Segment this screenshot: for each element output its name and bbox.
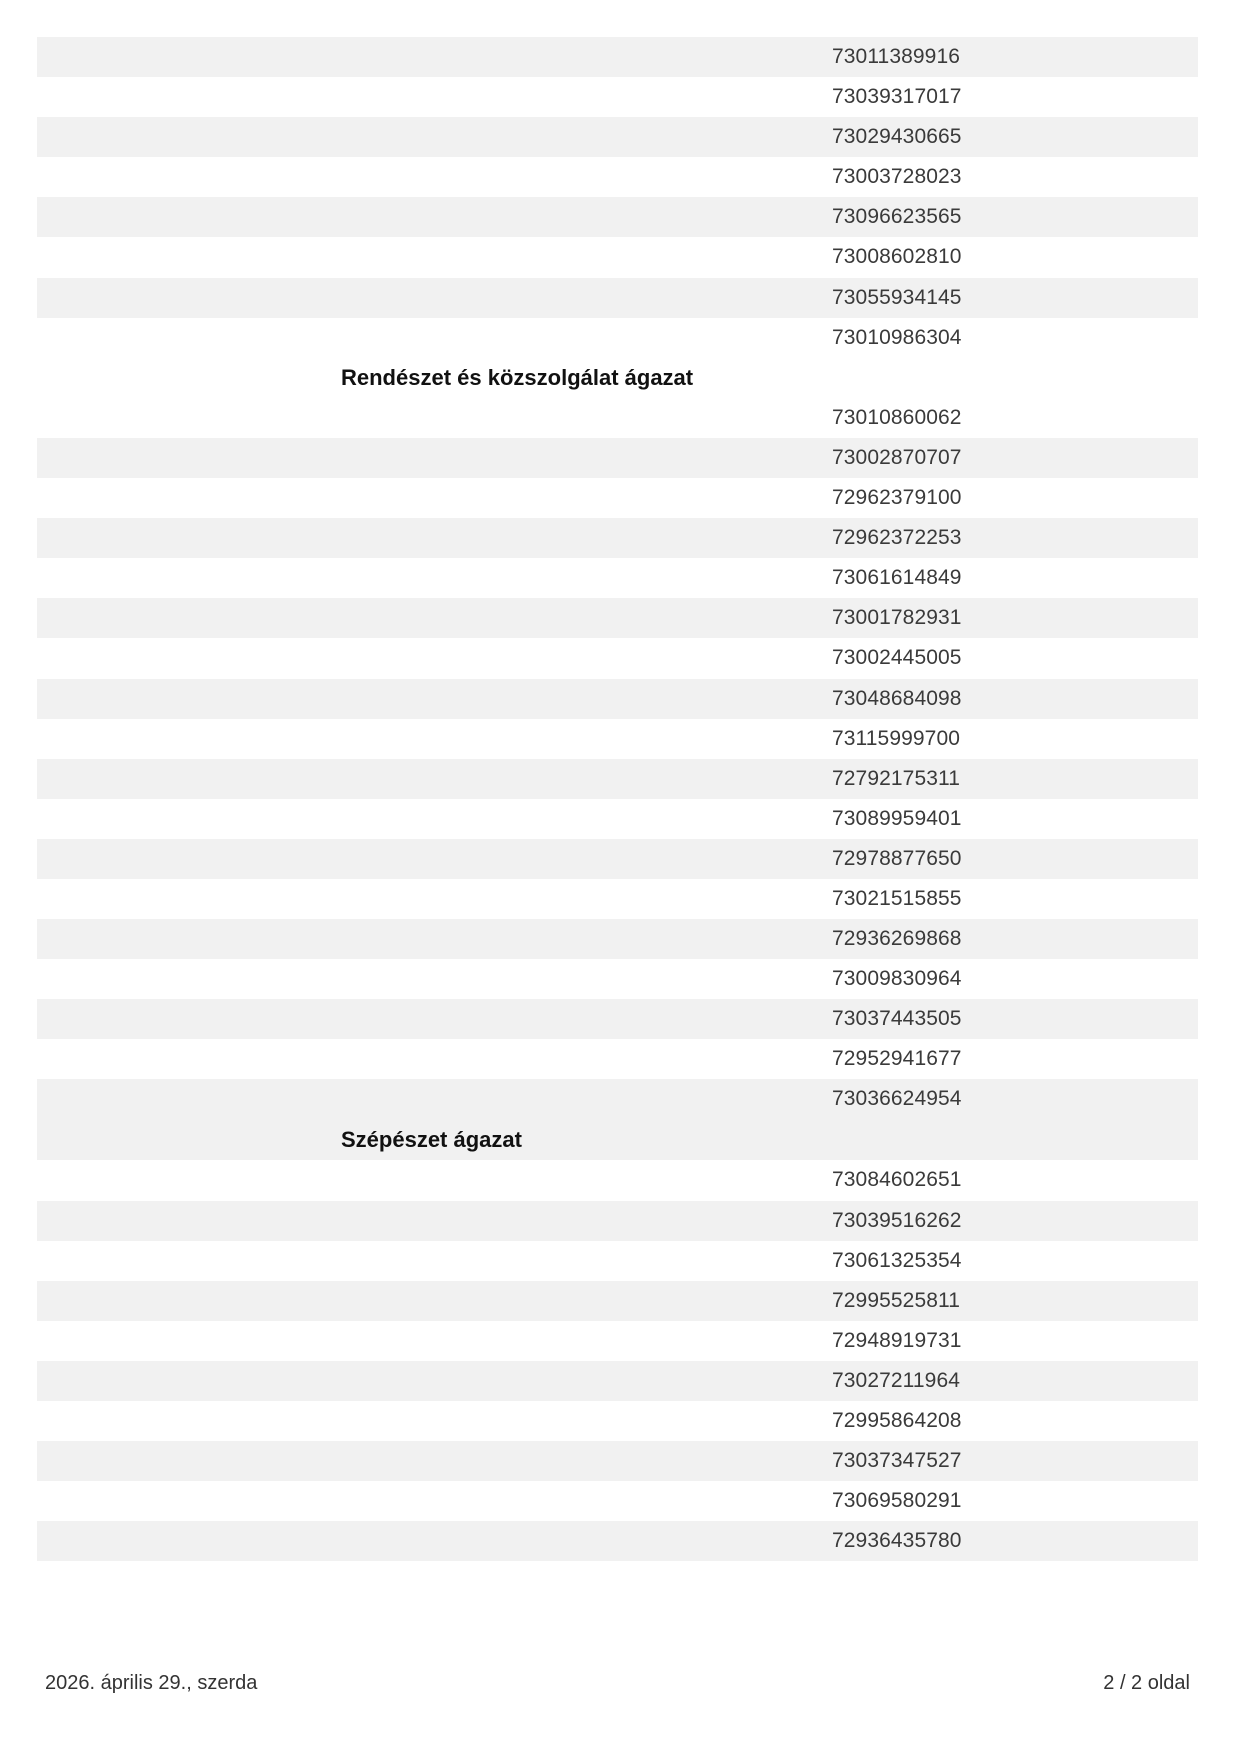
table-row [37, 1321, 1198, 1361]
om-id: 72936435780 [832, 1529, 962, 1553]
om-id: 73009830964 [832, 967, 962, 991]
table-row [37, 117, 1198, 157]
table-row [37, 1201, 1198, 1241]
table-row [37, 999, 1198, 1039]
om-id: 73027211964 [832, 1368, 961, 1392]
om-id: 72978877650 [832, 846, 962, 870]
table-row [37, 1361, 1198, 1401]
table-row [37, 157, 1198, 197]
om-id: 73008602810 [832, 245, 962, 269]
om-id: 73011389916 [832, 45, 961, 68]
table-row [37, 719, 1198, 759]
table-row [37, 1401, 1198, 1441]
om-id: 73003728023 [832, 165, 962, 189]
table-row [37, 1521, 1198, 1561]
om-id: 73037347527 [832, 1449, 962, 1473]
table-row [37, 558, 1198, 598]
om-id: 72792175311 [832, 766, 961, 790]
table-row [37, 438, 1198, 478]
section-heading-row [37, 358, 1198, 398]
table-row [37, 759, 1198, 799]
om-id: 73096623565 [832, 205, 962, 229]
table-row [37, 799, 1198, 839]
footer-page-number: 2 / 2 oldal [1103, 1672, 1190, 1694]
om-id: 73039317017 [832, 85, 962, 109]
table-row [37, 518, 1198, 558]
om-id: 73055934145 [832, 285, 962, 309]
om-id: 73061325354 [832, 1248, 962, 1272]
om-id: 73010986304 [832, 325, 962, 349]
table-row [37, 318, 1198, 358]
table-row [37, 1241, 1198, 1281]
om-id: 73089959401 [832, 806, 962, 830]
om-id: 73069580291 [832, 1489, 962, 1513]
table-row [37, 919, 1198, 959]
om-id: 73036624954 [832, 1087, 962, 1111]
om-id: 73002870707 [832, 445, 962, 469]
table-row [37, 398, 1198, 438]
om-id: 72948919731 [832, 1328, 962, 1352]
om-id: 72936269868 [832, 927, 962, 951]
om-id: 73039516262 [832, 1208, 962, 1232]
om-id: 72962372253 [832, 526, 962, 550]
document-table [37, 37, 1198, 1561]
table-row [37, 77, 1198, 117]
om-id: 72952941677 [832, 1047, 962, 1071]
om-id: 73115999700 [832, 726, 961, 750]
table-row [37, 278, 1198, 318]
section-heading: Rendészet és közszolgálat ágazat [341, 364, 694, 390]
table-row [37, 478, 1198, 518]
table-row [37, 598, 1198, 638]
om-id: 73029430665 [832, 125, 962, 149]
table-row [37, 1281, 1198, 1321]
om-id: 72995525811 [832, 1288, 961, 1312]
table-row [37, 1481, 1198, 1521]
table-row [37, 37, 1198, 77]
section-heading: Szépészet ágazat [341, 1126, 522, 1152]
om-id: 73061614849 [832, 566, 962, 590]
om-id: 73084602651 [832, 1168, 962, 1192]
om-id: 73001782931 [832, 606, 962, 630]
table-row [37, 1039, 1198, 1079]
table-row [37, 879, 1198, 919]
table-row [37, 197, 1198, 237]
table-row [37, 959, 1198, 999]
om-id: 72995864208 [832, 1409, 962, 1432]
om-id: 73021515855 [832, 886, 962, 910]
footer-date: 2026. április 29., szerda [45, 1672, 258, 1694]
om-id: 72962379100 [832, 486, 962, 510]
section-heading-row [37, 1079, 1198, 1160]
om-id: 73010860062 [832, 405, 962, 429]
table-row [37, 237, 1198, 277]
om-id: 73002445005 [832, 646, 962, 670]
om-id: 73048684098 [832, 686, 962, 710]
om-id: 73037443505 [832, 1007, 962, 1031]
table-row [37, 638, 1198, 678]
table-row [37, 839, 1198, 879]
table-row [37, 679, 1198, 719]
table-row [37, 1160, 1198, 1200]
table-row [37, 1441, 1198, 1481]
